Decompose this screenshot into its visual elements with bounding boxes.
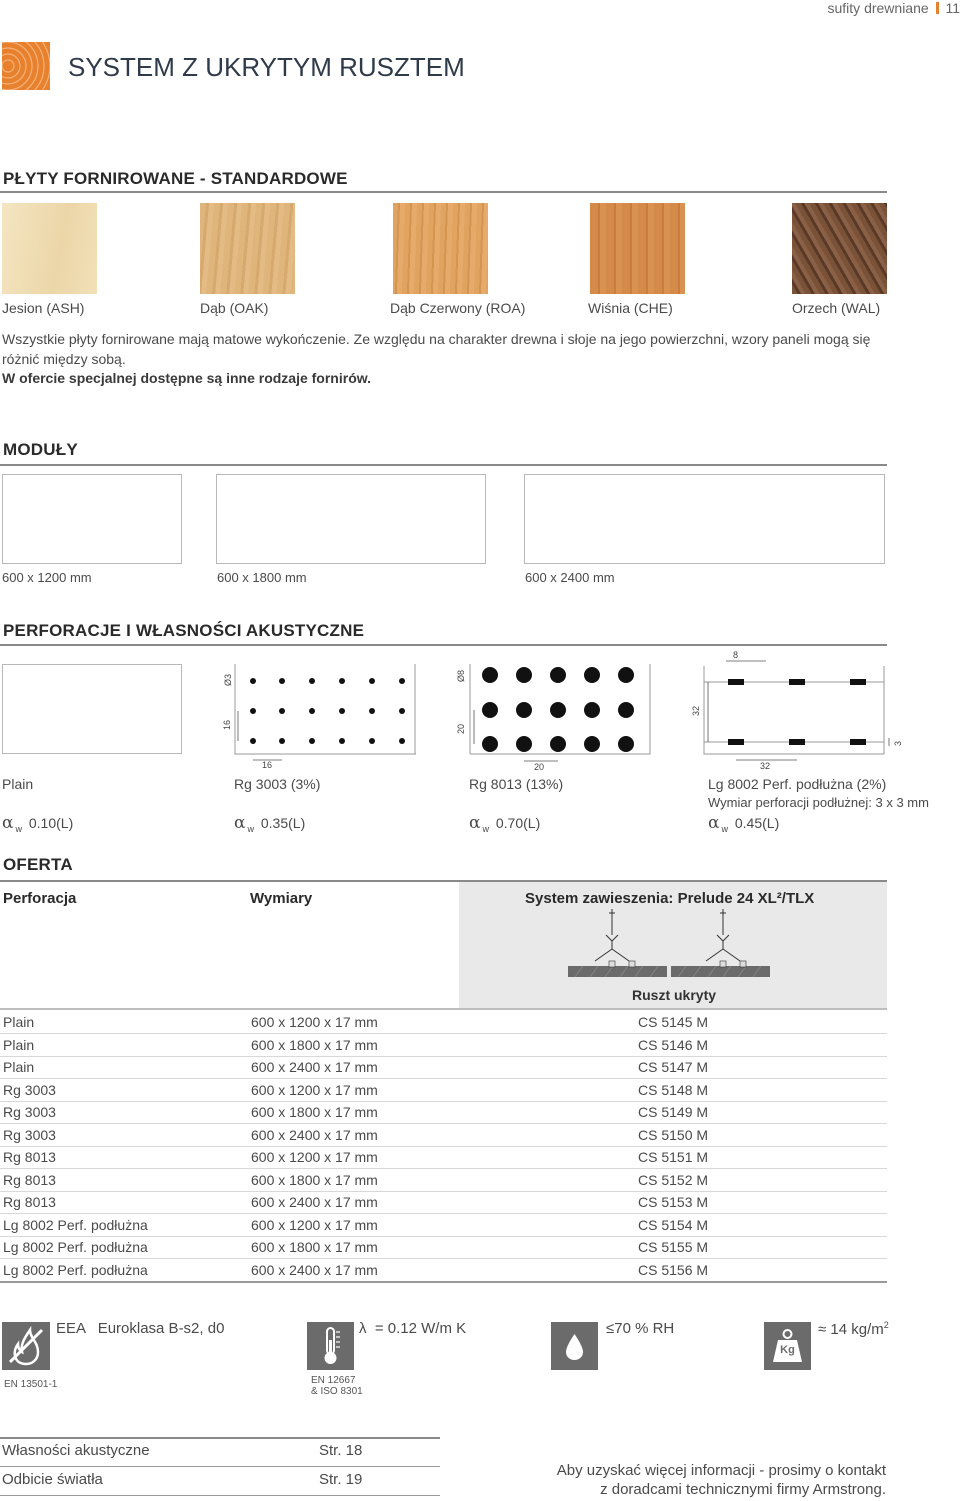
footer-link-acoustic[interactable]: Własności akustyczne (2, 1442, 150, 1459)
alpha-rg3003 (234, 813, 305, 834)
lg8002-dim-top: 8 (733, 650, 739, 660)
table-row (0, 1236, 887, 1259)
cell-code: CS 5156 M (638, 1262, 709, 1278)
cell-dimensions: 600 x 2400 x 17 mm (251, 1194, 378, 1210)
lg8002-dim-side: 3 (893, 740, 903, 746)
cell-dimensions: 600 x 2400 x 17 mm (251, 1262, 378, 1278)
table-row (0, 1079, 887, 1102)
perforation-rule (0, 644, 887, 646)
alpha-value-lg8002: 0.45(L) (734, 815, 780, 831)
alpha-value-rg3003: 0.35(L) (260, 815, 306, 831)
thermal-conductivity: λ = 0.12 W/m K (359, 1320, 467, 1337)
table-row (0, 1101, 887, 1124)
cell-perforation: Lg 8002 Perf. podłużna (3, 1217, 148, 1233)
rg8013-dim-horizontal: 20 (534, 762, 545, 772)
lg8002-dim-horizontal: 32 (760, 761, 771, 771)
alpha-symbol: α (234, 813, 246, 833)
modules-heading: MODUŁY (3, 440, 78, 459)
module-label-1200: 600 x 1200 mm (2, 570, 92, 585)
offer-col-dimensions: Wymiary (250, 890, 313, 907)
rg8013-dim-vertical: 20 (456, 723, 466, 734)
swatch-walnut (792, 203, 887, 294)
weight-value-text: ≈ 14 kg/m (818, 1321, 884, 1338)
thermal-standard-line1: EN 12667 (311, 1375, 356, 1386)
swatch-label-cherry: Wiśnia (CHE) (588, 300, 673, 316)
modules-rule (0, 464, 887, 466)
footer-rule-top (0, 1437, 440, 1439)
alpha-value-rg8013: 0.70(L) (495, 815, 541, 831)
offer-col-system: System zawieszenia: Prelude 24 XL²/TLX (525, 890, 815, 907)
swatch-label-ash: Jesion (ASH) (2, 300, 85, 316)
thermal-standard-line2: & ISO 8301 (311, 1386, 363, 1397)
table-row (0, 1056, 887, 1079)
perforation-plain-diagram (2, 664, 182, 754)
weight-value-sup: 2 (883, 1320, 889, 1330)
swatch-oak (200, 203, 295, 294)
cell-dimensions: 600 x 1800 x 17 mm (251, 1037, 378, 1053)
weight-value (818, 1320, 889, 1338)
cell-dimensions: 600 x 2400 x 17 mm (251, 1127, 378, 1143)
header-divider (936, 2, 939, 14)
perforation-label-rg8013: Rg 8013 (13%) (469, 776, 564, 792)
footer-page-acoustic[interactable]: Str. 18 (319, 1442, 363, 1459)
veneer-note: Wszystkie płyty fornirowane mają matowe wykończenie. Ze względu na charakter drewna i słoje na jego powierzchni, wzory paneli mogą się różnić między sobą. (2, 331, 871, 367)
fire-rating: EEA Euroklasa B-s2, d0 (56, 1320, 225, 1337)
swatch-ash (2, 203, 97, 294)
rg3003-dim-horizontal: 16 (262, 760, 273, 770)
table-row (0, 1124, 887, 1147)
humidity-resistance: ≤70 % RH (606, 1320, 675, 1337)
weight-icon (764, 1322, 811, 1370)
alpha-symbol: α (708, 813, 720, 833)
table-row (0, 1259, 887, 1283)
perforation-heading: PERFORACJE I WŁASNOŚCI AKUSTYCZNE (3, 621, 365, 640)
perforation-rg8013-diagram (452, 660, 652, 772)
cell-code: CS 5146 M (638, 1037, 709, 1053)
cell-code: CS 5148 M (638, 1082, 709, 1098)
footer-rule-mid (0, 1466, 440, 1467)
table-row (0, 1146, 887, 1169)
offer-sub-header: Ruszt ukryty (632, 987, 717, 1003)
page-title: SYSTEM Z UKRYTYM RUSZTEM (68, 52, 465, 82)
fire-icon (2, 1322, 50, 1370)
alpha-symbol: α (469, 813, 481, 833)
module-1800 (216, 474, 486, 564)
cell-perforation: Rg 8013 (3, 1172, 56, 1188)
cell-perforation: Lg 8002 Perf. podłużna (3, 1262, 148, 1278)
alpha-subscript: w (721, 823, 728, 834)
cell-code: CS 5145 M (638, 1014, 709, 1030)
alpha-plain (2, 813, 73, 834)
perforation-label-lg8002: Lg 8002 Perf. podłużna (2%) (708, 776, 887, 792)
alpha-subscript: w (15, 823, 22, 834)
water-drop-icon (551, 1322, 598, 1370)
cell-dimensions: 600 x 1200 x 17 mm (251, 1014, 378, 1030)
cell-dimensions: 600 x 1200 x 17 mm (251, 1149, 378, 1165)
cell-code: CS 5147 M (638, 1059, 709, 1075)
module-label-1800: 600 x 1800 mm (217, 570, 307, 585)
cell-code: CS 5154 M (638, 1217, 709, 1233)
perforation-extra-lg8002: Wymiar perforacji podłużnej: 3 x 3 mm (708, 795, 929, 810)
swatch-label-oak: Dąb (OAK) (200, 300, 269, 316)
weight-icon-text: Kg (780, 1344, 795, 1356)
offer-col-perforation: Perforacja (3, 890, 77, 907)
perforation-rg3003-diagram (218, 660, 418, 770)
cell-dimensions: 600 x 1200 x 17 mm (251, 1082, 378, 1098)
cell-perforation: Plain (3, 1059, 35, 1075)
rg3003-dim-vertical: 16 (222, 719, 232, 730)
swatch-cherry (590, 203, 685, 294)
wood-ring-icon (2, 42, 50, 90)
offer-heading: OFERTA (3, 855, 73, 874)
swatch-red-oak (393, 203, 488, 294)
veneer-note-bold: W ofercie specjalnej dostępne są inne rodzaje fornirów. (2, 370, 372, 386)
perforation-label-rg3003: Rg 3003 (3%) (234, 776, 321, 792)
footer-link-reflection[interactable]: Odbicie światła (2, 1471, 103, 1488)
swatch-label-walnut: Orzech (WAL) (792, 300, 881, 316)
cell-dimensions: 600 x 1800 x 17 mm (251, 1239, 378, 1255)
cell-code: CS 5155 M (638, 1239, 709, 1255)
page-number: 11 (945, 0, 960, 16)
cell-code: CS 5152 M (638, 1172, 709, 1188)
footer-rule-bottom (0, 1495, 440, 1496)
table-row (0, 1011, 887, 1034)
cell-perforation: Plain (3, 1014, 35, 1030)
rg8013-dim-diameter: Ø8 (456, 669, 466, 682)
thermometer-icon (307, 1322, 354, 1370)
alpha-rg8013 (469, 813, 540, 834)
cell-dimensions: 600 x 1800 x 17 mm (251, 1172, 378, 1188)
module-1200 (2, 474, 182, 564)
cell-code: CS 5153 M (638, 1194, 709, 1210)
offer-sub-rule (0, 1008, 887, 1010)
alpha-subscript: w (482, 823, 489, 834)
brand-label: sufity drewniane (827, 0, 929, 16)
swatch-label-red-oak: Dąb Czerwony (ROA) (390, 300, 526, 316)
veneer-rule (0, 191, 887, 193)
cell-code: CS 5151 M (638, 1149, 709, 1165)
fire-standard: EN 13501-1 (4, 1379, 58, 1390)
table-row (0, 1034, 887, 1057)
alpha-subscript: w (247, 823, 254, 834)
lg8002-dim-vertical: 32 (691, 705, 701, 716)
suspension-system-diagram (565, 905, 775, 980)
cell-perforation: Plain (3, 1037, 35, 1053)
table-row (0, 1169, 887, 1192)
table-row (0, 1191, 887, 1214)
module-2400 (524, 474, 885, 564)
module-label-2400: 600 x 2400 mm (525, 570, 615, 585)
cell-code: CS 5149 M (638, 1104, 709, 1120)
perforation-label-plain: Plain (2, 776, 34, 792)
alpha-symbol: α (2, 813, 14, 833)
contact-line-1: Aby uzyskać więcej informacji - prosimy o kontakt (556, 1462, 886, 1479)
page-header (828, 0, 960, 16)
alpha-value-plain: 0.10(L) (28, 815, 74, 831)
table-row (0, 1214, 887, 1237)
cell-dimensions: 600 x 1200 x 17 mm (251, 1217, 378, 1233)
perforation-lg8002-diagram (686, 648, 906, 772)
rg3003-dim-diameter: Ø3 (223, 673, 233, 686)
cell-perforation: Rg 8013 (3, 1149, 56, 1165)
alpha-lg8002 (708, 813, 779, 834)
cell-perforation: Rg 3003 (3, 1082, 56, 1098)
cell-dimensions: 600 x 2400 x 17 mm (251, 1059, 378, 1075)
footer-page-reflection[interactable]: Str. 19 (319, 1471, 363, 1488)
cell-code: CS 5150 M (638, 1127, 709, 1143)
cell-perforation: Rg 8013 (3, 1194, 56, 1210)
contact-line-2: z doradcami technicznymi firmy Armstrong. (600, 1481, 886, 1498)
cell-dimensions: 600 x 1800 x 17 mm (251, 1104, 378, 1120)
cell-perforation: Rg 3003 (3, 1127, 56, 1143)
veneer-heading: PŁYTY FORNIROWANE - STANDARDOWE (3, 169, 348, 188)
cell-perforation: Rg 3003 (3, 1104, 56, 1120)
cell-perforation: Lg 8002 Perf. podłużna (3, 1239, 148, 1255)
